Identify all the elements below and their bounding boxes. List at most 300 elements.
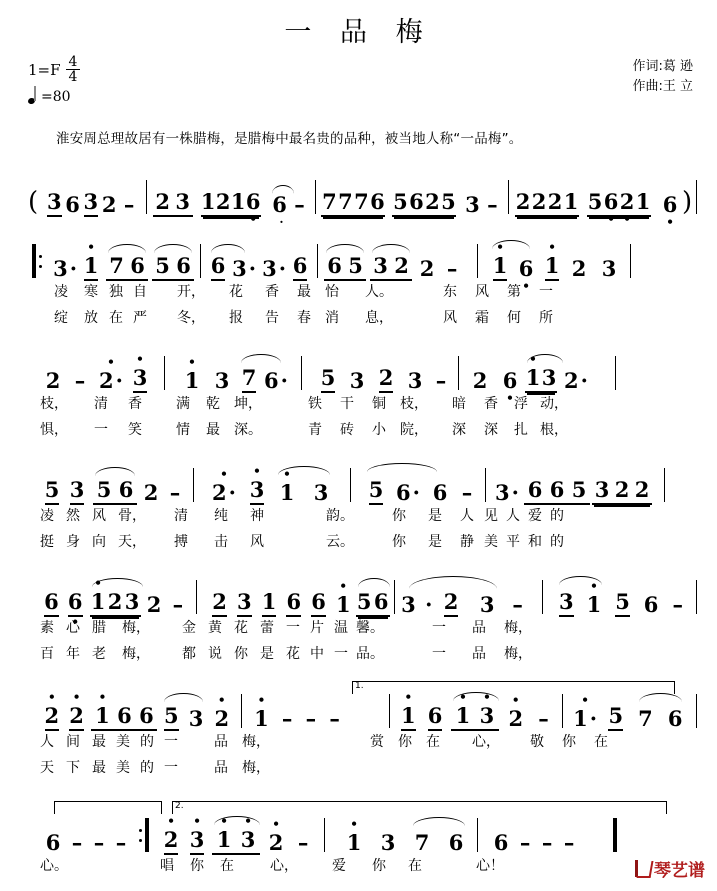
note: • 3 <box>128 365 152 393</box>
note: 6 <box>176 253 191 279</box>
time-signature <box>66 55 81 85</box>
note: 3 <box>45 189 63 217</box>
lyric-syllable: 人 <box>460 508 474 525</box>
note: 6 <box>549 477 565 503</box>
lyric-syllable: 人 <box>40 734 54 751</box>
beam-group <box>324 253 366 281</box>
note: 6 <box>370 189 385 215</box>
beam-group <box>525 365 557 393</box>
note: 6 <box>207 253 229 281</box>
lyric-syllable: 所 <box>539 310 553 327</box>
note: 3 · <box>50 256 80 281</box>
beam-group <box>451 703 499 731</box>
lyric-row-verse1 <box>14 281 703 307</box>
composer-credit: 作曲:王 立 <box>632 79 693 95</box>
lyric-syllable: 梅， <box>504 620 532 637</box>
barline <box>389 694 390 728</box>
duration-dash: – <box>71 830 83 856</box>
lyric-syllable: 青 <box>308 422 322 439</box>
note: • 2 <box>209 706 235 731</box>
lyric-syllable: 独 <box>109 284 123 301</box>
beam-group <box>524 477 590 505</box>
note: 5 <box>159 703 183 731</box>
lyric-syllable: 情 <box>176 422 190 439</box>
note: 6 • <box>63 589 88 617</box>
lyric-syllable: 天， <box>118 534 146 551</box>
lyric-syllable: 下 <box>66 760 80 777</box>
lyric-syllable: 品。 <box>356 646 384 663</box>
note: 2 <box>515 189 531 215</box>
lyric-syllable: 严 <box>133 310 147 327</box>
lyric-syllable: 素 <box>40 620 54 637</box>
lyric-syllable: 花 <box>286 646 300 663</box>
staff-line-intro <box>14 171 703 217</box>
note: • 1 <box>177 368 207 393</box>
note: • 1 <box>272 480 302 505</box>
note: 3 <box>232 589 257 617</box>
barline <box>477 244 478 278</box>
lyric-syllable: 见 <box>484 508 498 525</box>
note: 5 <box>393 189 408 215</box>
lyric-syllable: 风 <box>475 284 489 301</box>
duration-dash: – <box>93 830 105 856</box>
lyric-syllable: 一 <box>286 620 300 637</box>
lyric-syllable: 平 <box>506 534 520 551</box>
note: 3 <box>553 589 580 617</box>
lyric-syllable: 寒 <box>84 284 98 301</box>
duration-dash: – <box>329 706 340 732</box>
credits <box>632 57 693 97</box>
duration-dash: – <box>446 256 458 282</box>
barline <box>193 468 194 502</box>
lyric-syllable: 告 <box>265 310 279 327</box>
note: 1 <box>230 189 246 215</box>
note: 3 · <box>492 480 522 505</box>
note: 5 <box>361 477 391 505</box>
note: 7 <box>354 189 369 215</box>
staff-line-2 <box>14 347 703 445</box>
lyric-syllable: 赏 <box>370 734 384 751</box>
note: 3 <box>64 477 90 505</box>
lyric-syllable: 黄 <box>208 620 222 637</box>
note: 3 <box>407 368 423 394</box>
note: 6 <box>421 703 449 731</box>
lyric-syllable: 是 <box>428 508 442 525</box>
note: 2 <box>394 253 409 279</box>
staff-line-1 <box>14 235 703 333</box>
note: • 3 <box>242 477 272 505</box>
note: • 1 · <box>569 706 601 731</box>
repeat-start-sign <box>32 244 45 278</box>
paren-open: ( <box>28 187 39 218</box>
lyric-syllable: 扎 <box>514 422 528 439</box>
staff-line-6 <box>14 801 703 881</box>
watermark-logo <box>635 856 705 881</box>
note: 3 <box>479 592 495 618</box>
lyric-syllable: 风 <box>92 508 106 525</box>
note: 2 <box>45 368 61 394</box>
lyric-syllable: 满 <box>176 396 190 413</box>
lyric-syllable: 惧， <box>40 422 68 439</box>
note: • 1 <box>80 253 102 281</box>
barline <box>542 580 543 614</box>
note: 6 <box>65 192 80 218</box>
note: • 1 <box>488 253 512 281</box>
beam-group <box>592 477 652 505</box>
volta-number: 2. <box>175 801 184 812</box>
note-row <box>14 171 703 217</box>
lyric-syllable: 梅， <box>504 646 532 663</box>
note: 6 • <box>603 189 619 214</box>
note: 7 <box>338 189 353 215</box>
lyric-syllable: 暗 <box>452 396 466 413</box>
lyric-row-verse2 <box>14 307 703 333</box>
note: 6 <box>289 253 311 281</box>
barline <box>394 580 395 614</box>
note: 2 <box>207 589 232 617</box>
lyric-syllable: 何 <box>507 310 521 327</box>
note: 6 <box>130 253 145 279</box>
lyric-syllable: 的 <box>140 734 154 751</box>
note: 2 <box>571 256 587 282</box>
note: 6 <box>527 477 543 503</box>
duration-dash: – <box>281 706 293 732</box>
note: 3 <box>541 365 557 391</box>
note: 2 · <box>561 368 591 393</box>
lyric-syllable: 你 <box>234 646 248 663</box>
staff-line-5 <box>14 681 703 783</box>
beam-group <box>91 703 157 731</box>
lyric-syllable: 风 <box>443 310 457 327</box>
note: 2 <box>155 189 171 215</box>
note: 6 • <box>512 256 540 281</box>
lyric-syllable: 风 <box>250 534 264 551</box>
lyric-syllable: 深。 <box>234 422 262 439</box>
note: • 1 <box>90 589 107 614</box>
note: 6 · <box>391 480 425 505</box>
note: 7 <box>109 253 124 279</box>
lyric-syllable: 唱 <box>160 858 174 875</box>
repeat-end-sign <box>136 818 149 852</box>
lyric-syllable: 品 <box>472 646 486 663</box>
lyric-syllable: 最 <box>206 422 220 439</box>
barline <box>485 468 486 502</box>
lyric-syllable: 人 <box>506 508 520 525</box>
note: 7 <box>405 830 439 855</box>
lyric-syllable: 深 <box>452 422 466 439</box>
lyric-syllable: 百 <box>40 646 54 663</box>
lyric-syllable: 砖 <box>340 422 354 439</box>
lyric-syllable: 干 <box>340 396 354 413</box>
note: 5 <box>601 703 631 731</box>
barline <box>164 356 165 390</box>
lyric-syllable: 金 <box>182 620 196 637</box>
barline <box>301 356 302 390</box>
lyric-syllable: 在 <box>408 858 422 875</box>
lyric-syllable: 怡 <box>325 284 339 301</box>
music-system <box>0 171 717 881</box>
note: 3 <box>594 477 610 503</box>
lyric-syllable: 院， <box>400 422 428 439</box>
barline <box>458 356 459 390</box>
barline <box>696 580 697 614</box>
barline <box>241 694 242 728</box>
lyric-syllable: 梅， <box>122 620 150 637</box>
duration-dash: – <box>294 192 305 218</box>
lyric-syllable: 的 <box>550 508 564 525</box>
note: • 1 <box>580 592 609 617</box>
key-signature: 1=F <box>28 60 61 79</box>
note: 6 <box>373 589 389 615</box>
lyric-syllable: 击 <box>214 534 228 551</box>
lyric-row-verse2 <box>14 643 703 669</box>
lyric-row-verse1 <box>14 731 703 757</box>
note: 2 <box>425 189 440 215</box>
lyric-syllable: 你 <box>190 858 204 875</box>
note: 2 <box>215 189 231 215</box>
note: 3 <box>214 368 230 394</box>
lyric-syllable: 美 <box>116 734 130 751</box>
lyric-syllable: 美 <box>484 534 498 551</box>
lyric-row-verse2 <box>14 419 703 445</box>
lyric-syllable: 香 <box>484 396 498 413</box>
lyric-syllable: 人。 <box>365 284 393 301</box>
lyric-syllable: 韵。 <box>326 508 354 525</box>
beam-group <box>321 189 385 217</box>
staff-line-4 <box>14 571 703 669</box>
lyric-syllable: 一 <box>432 620 446 637</box>
lyric-syllable: 根， <box>540 422 568 439</box>
note: 3 <box>380 830 396 856</box>
lyric-syllable: 品 <box>214 760 228 777</box>
lyric-syllable: 蕾 <box>260 620 274 637</box>
note: • 3 <box>236 827 260 852</box>
duration-dash: – <box>487 192 498 218</box>
note: • 1 <box>248 706 276 731</box>
lyric-syllable: 自 <box>133 284 147 301</box>
duration-dash: – <box>169 480 181 506</box>
note: 6 <box>139 703 154 729</box>
note-row <box>14 809 703 855</box>
lyric-syllable: 息， <box>365 310 393 327</box>
lyric-syllable: 和 <box>528 534 542 551</box>
lyric-syllable: 神 <box>250 508 264 525</box>
tempo-value: =80 <box>41 88 71 105</box>
lyric-syllable: 是 <box>428 534 442 551</box>
lyric-syllable: 向 <box>92 534 106 551</box>
beam-group <box>106 253 148 281</box>
note: 3 <box>175 189 191 215</box>
lyric-syllable: 浮 <box>514 396 528 413</box>
lyric-syllable: 东 <box>443 284 457 301</box>
lyric-syllable: 坤， <box>234 396 262 413</box>
duration-dash: – <box>538 706 549 732</box>
barline <box>350 468 351 502</box>
note: • 1 <box>540 253 564 281</box>
note: 6 • <box>246 189 261 214</box>
note: 3 <box>373 253 388 279</box>
lyric-syllable: 你 <box>562 734 576 751</box>
volta-number: 1. <box>355 681 364 692</box>
lyric-syllable: 静 <box>460 534 474 551</box>
beam-group <box>356 589 390 617</box>
lyric-syllable: 搏 <box>174 534 188 551</box>
note-row <box>14 347 703 393</box>
beam-group <box>370 253 412 281</box>
lyric-row-ending1 <box>14 855 703 881</box>
note: 6 <box>118 477 134 503</box>
barline <box>324 818 325 852</box>
note: 2 <box>146 592 162 618</box>
note: • 2 <box>262 830 290 855</box>
beam-group <box>153 189 193 217</box>
lyric-syllable: 老 <box>92 646 106 663</box>
lyric-syllable: 中 <box>310 646 324 663</box>
lyric-syllable: 一 <box>432 646 446 663</box>
note: 6 <box>493 830 509 856</box>
note: 6 <box>327 253 342 279</box>
lyric-syllable: 小 <box>372 422 386 439</box>
lyric-syllable: 梅， <box>242 760 270 777</box>
duration-dash: – <box>563 830 575 856</box>
beam-group <box>93 477 137 505</box>
barline <box>562 694 563 728</box>
lyric-syllable: 在 <box>426 734 440 751</box>
note: 6 <box>643 592 659 618</box>
beam-group <box>212 827 260 855</box>
note: 1 <box>635 189 651 215</box>
note: • 1 <box>337 830 371 855</box>
note: 3 <box>349 368 365 394</box>
lyric-syllable: 你 <box>398 734 412 751</box>
lyric-syllable: 都 <box>182 646 196 663</box>
note: 5 <box>40 477 64 505</box>
lyric-syllable: 春 <box>297 310 311 327</box>
lyric-row-verse1 <box>14 393 703 419</box>
note: 2 <box>433 589 469 617</box>
duration-dash: – <box>305 706 317 732</box>
lyric-syllable: 身 <box>66 534 80 551</box>
lyric-syllable: 笑 <box>128 422 142 439</box>
lyric-syllable: 心！ <box>476 858 504 875</box>
barline <box>200 244 201 278</box>
tempo-marking <box>28 87 80 105</box>
note: 2 <box>547 189 563 215</box>
note: 6 · <box>269 192 291 217</box>
note: 6 <box>409 189 424 215</box>
lyric-syllable: 心 <box>66 620 80 637</box>
logo-glyph-icon <box>635 860 651 877</box>
note: 6 <box>40 589 63 617</box>
note: 5 <box>587 189 603 215</box>
note: 6 <box>448 830 464 856</box>
duration-dash: – <box>172 592 184 618</box>
lyric-syllable: 霜 <box>475 310 489 327</box>
lyric-syllable: 铜 <box>372 396 386 413</box>
lyric-syllable: 馨。 <box>356 620 384 637</box>
note: • 1 <box>91 703 113 728</box>
note: • 1 <box>331 592 356 617</box>
lyric-syllable: 梅， <box>122 646 150 663</box>
note: 7 <box>631 706 661 731</box>
note: 6 <box>281 589 306 617</box>
lyric-syllable: 你 <box>392 508 406 525</box>
lyric-row-verse1 <box>14 617 703 643</box>
barline <box>477 818 478 852</box>
lyric-syllable: 挺 <box>40 534 54 551</box>
note: • 2 <box>158 827 184 855</box>
lyric-syllable: 报 <box>229 310 243 327</box>
lyric-syllable: 纯 <box>214 508 228 525</box>
note: • 1 <box>525 365 541 390</box>
note: • 3 <box>184 827 210 855</box>
duration-dash: – <box>512 592 523 618</box>
duration-dash: – <box>123 192 135 218</box>
lyric-syllable: 一 <box>164 760 178 777</box>
lyric-syllable: 爱 <box>528 508 542 525</box>
lyric-syllable: 在 <box>220 858 234 875</box>
note: 5 <box>608 589 637 617</box>
note: • 2 <box>64 703 90 731</box>
duration-dash: – <box>519 830 531 856</box>
note: 2 <box>531 189 547 215</box>
final-barline <box>610 818 617 852</box>
note: 3 <box>124 589 140 615</box>
beam-group <box>90 589 141 617</box>
note: • 1 <box>212 827 236 852</box>
beam-group <box>152 253 194 281</box>
lyric-syllable: 凌 <box>40 508 54 525</box>
duration-dash: – <box>461 480 473 506</box>
quarter-note-icon <box>28 87 39 105</box>
lyric-syllable: 然 <box>66 508 80 525</box>
note: • 1 <box>396 703 422 731</box>
note: 5 <box>441 189 456 215</box>
note: 6 <box>45 830 61 856</box>
lyric-syllable: 一 <box>334 646 348 663</box>
note: 5 <box>96 477 112 503</box>
lyric-syllable: 铁 <box>308 396 322 413</box>
note: 6 • <box>660 192 680 217</box>
lyric-syllable: 一 <box>94 422 108 439</box>
barline <box>508 180 509 214</box>
page-title: 一 品 梅 <box>284 17 433 48</box>
note: 2 <box>101 192 117 218</box>
lyric-syllable: 最 <box>92 734 106 751</box>
lyric-syllable: 腊 <box>92 620 106 637</box>
lyric-syllable: 品 <box>472 620 486 637</box>
lyric-row-verse2 <box>14 531 703 557</box>
lyric-syllable: 花 <box>229 284 243 301</box>
duration-dash: – <box>74 368 86 394</box>
lyric-syllable: 温 <box>334 620 348 637</box>
lyric-syllable: 乾 <box>206 396 220 413</box>
header-meta <box>0 53 717 115</box>
lyric-syllable: 品 <box>214 734 228 751</box>
lyric-syllable: 敬 <box>530 734 544 751</box>
lyric-syllable: 最 <box>92 760 106 777</box>
lyric-syllable: 骨， <box>118 508 146 525</box>
lyric-syllable: 香 <box>128 396 142 413</box>
lyric-syllable: 天 <box>40 760 54 777</box>
lyric-syllable: 深 <box>484 422 498 439</box>
note: • 1 <box>451 703 475 728</box>
lyric-syllable: 你 <box>392 534 406 551</box>
note: 2 <box>419 256 435 282</box>
note: 6 <box>667 706 683 732</box>
lyric-syllable: 梅， <box>242 734 270 751</box>
duration-dash: – <box>297 830 309 856</box>
